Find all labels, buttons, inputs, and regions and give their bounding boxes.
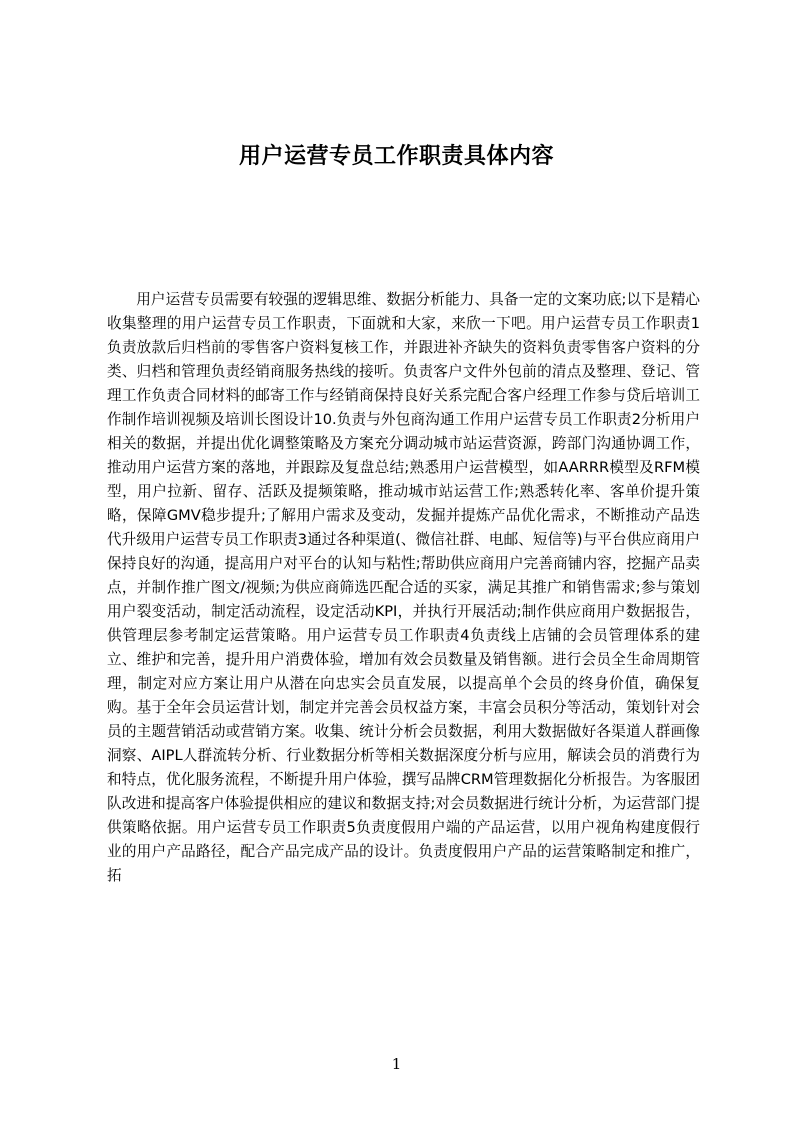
document-title: 用户运营专员工作职责具体内容 [238, 144, 554, 169]
page-number: 1 [391, 1055, 402, 1073]
document-body-paragraph: 用户运营专员需要有较强的逻辑思维、数据分析能力、具备一定的文案功底;以下是精心收集整理的用户运营专员工作职责，下面就和大家，来欣一下吧。用户运营专员工作职责1负责放款后归档前的零售客户资料复核工作，并跟进补齐缺失的资料负责零售客户资料的分类、归档和管理负责经销商服务热线的接听。负责客户文件外包前的清点及整理、登记、管理工作负责合同材料的邮寄工作与经销商保持良好关系完配合客户经理工作参与贷后培训工作制作培训视频及培训长图设计10.负责与外包商沟通工作用户运营专员工作职责2分析用户相关的数据，并提出优化调整策略及方案充分调动城市站运营资源，跨部门沟通协调工作，推动用户运营方案的落地，并跟踪及复盘总结;熟悉用户运营模型，如AARRR模型及RFM模型，用户拉新、留存、活跃及提频策略，推动城市站运营工作;熟悉转化率、客单价提升策略，保障GMV稳步提升;了解用户需求及变动，发掘并提炼产品优化需求，不断推动产品迭代升级用户运营专员工作职责3通过各种渠道(、微信社群、电邮、短信等)与平台供应商用户保持良好的沟通，提高用户对平台的认知与粘性;帮助供应商用户完善商铺内容，挖掘产品卖点，并制作推广图文/视频;为供应商筛选匹配合适的买家，满足其推广和销售需求;参与策划用户裂变活动，制定活动流程，设定活动KPI，并执行开展活动;制作供应商用户数据报告，供管理层参考制定运营策略。用户运营专员工作职责4负责线上店铺的会员管理体系的建立、维护和完善，提升用户消费体验，增加有效会员数量及销售额。进行会员全生命周期管理，制定对应方案让用户从潜在向忠实会员直发展，以提高单个会员的终身价值，确保复购。基于全年会员运营计划，制定并完善会员权益方案，丰富会员积分等活动，策划针对会员的主题营销活动或营销方案。收集、统计分析会员数据，利用大数据做好各渠道人群画像洞察、AIPL人群流转分析、行业数据分析等相关数据深度分析与应用，解读会员的消费行为和特点，优化服务流程，不断提升用户体验，撰写品牌CRM管理数据化分析报告。为客服团队改进和提高客户体验提供相应的建议和数据支持;对会员数据进行统计分析，为运营部门提供策略依据。用户运营专员工作职责5负责度假用户端的产品运营，以用户视角构建度假行业的用户产品路径，配合产品完成产品的设计。负责度假用户产品的运营策略制定和推广，拓 [107, 291, 700, 884]
